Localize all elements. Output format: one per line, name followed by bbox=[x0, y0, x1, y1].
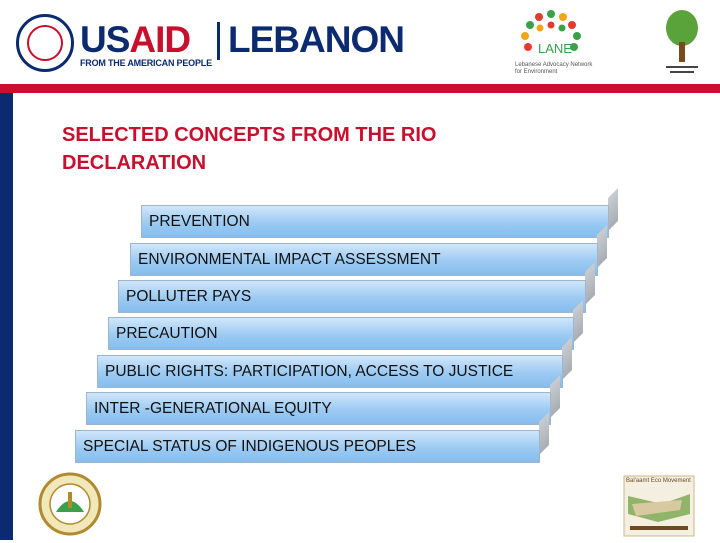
step-polluter-pays: POLLUTER PAYS bbox=[118, 280, 586, 313]
usaid-seal-icon bbox=[16, 14, 74, 72]
slide-title-line-2: DECLARATION bbox=[62, 152, 207, 174]
eco-logo-text: Bal'aamt Eco Movement bbox=[626, 478, 691, 484]
usaid-aid-text: AID bbox=[129, 19, 191, 60]
step-indigenous-peoples: SPECIAL STATUS OF INDIGENOUS PEOPLES bbox=[75, 430, 540, 463]
country-name: LEBANON bbox=[228, 19, 404, 60]
slide-title-line-1: SELECTED CONCEPTS FROM THE RIO bbox=[62, 124, 437, 146]
step-precaution: PRECAUTION bbox=[108, 317, 574, 350]
usaid-us-text: US bbox=[80, 19, 130, 60]
slide-title bbox=[62, 121, 562, 177]
lane-caption: Lebanese Advocacy Network for Environment bbox=[515, 62, 593, 75]
step-inter-generational-equity: INTER -GENERATIONAL EQUITY bbox=[86, 392, 551, 425]
tree-logo-icon bbox=[660, 6, 704, 78]
usaid-tagline: FROM THE AMERICAN PEOPLE bbox=[80, 58, 212, 68]
step-prevention: PREVENTION bbox=[141, 205, 609, 238]
university-logo-icon bbox=[26, 468, 114, 536]
header-divider bbox=[217, 22, 220, 60]
left-accent-bar bbox=[0, 93, 13, 540]
header-red-band bbox=[0, 84, 720, 93]
slide-header bbox=[0, 0, 720, 84]
step-side-shade bbox=[608, 188, 618, 231]
step-environmental-impact-assessment: ENVIRONMENTAL IMPACT ASSESSMENT bbox=[130, 243, 598, 276]
usaid-wordmark bbox=[80, 20, 190, 60]
seal-inner-ring bbox=[27, 25, 63, 61]
eco-movement-logo-icon bbox=[622, 474, 696, 538]
svg-text:LANE: LANE bbox=[538, 41, 572, 56]
step-public-rights: PUBLIC RIGHTS: PARTICIPATION, ACCESS TO JUSTICE bbox=[97, 355, 563, 388]
